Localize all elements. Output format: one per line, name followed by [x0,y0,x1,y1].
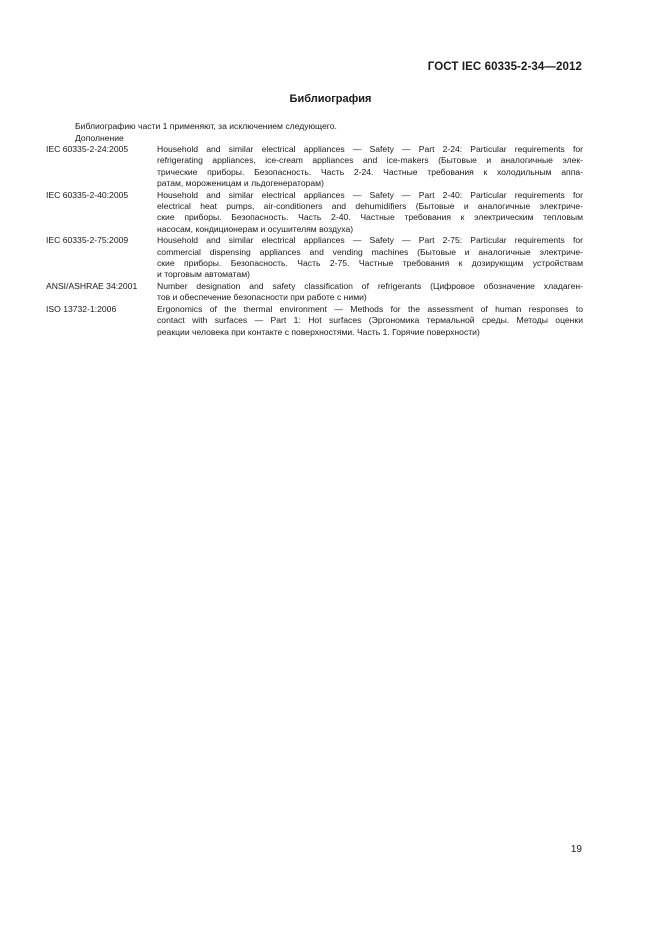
bibliography-list [46,144,583,338]
description-line: ские приборы. Безопасность. Часть 2-40. Частные требования к электрическим тепловым [157,212,583,223]
page-title: Библиография [289,93,372,105]
description-line: Number designation and safety classification of refrigerants (Цифровое обозначение хладаген- [157,280,583,291]
intro-text: Библиографию части 1 применяют, за исключением следующего. [75,121,337,131]
standard-code: ISO 13732-1:2006 [46,303,117,314]
bibliography-entry [46,235,583,281]
description-line: refrigerating appliances, ice-cream appliances and ice-makers (Бытовые и аналогичные элек- [157,155,583,166]
description-line: ратам, мороженицам и льдогенераторам) [157,178,324,189]
description-line: насосам, кондиционерам и осушителям воздуха) [157,223,354,234]
description-line: тов и обеспечение безопасности при работе с ними) [157,292,367,303]
bibliography-entry [46,190,583,236]
standard-code: ANSI/ASHRAE 34:2001 [46,280,138,291]
standard-description [157,144,583,190]
standard-code: IEC 60335-2-24:2005 [46,144,129,154]
description-line: commercial dispensing appliances and vending machines (Бытовые и аналогичные электриче- [157,246,583,257]
bibliography-entry [46,281,583,304]
description-line: Household and similar electrical appliances — Safety — Part 2-40: Particular requirements for [157,189,583,200]
bibliography-entry [46,304,583,338]
standard-description [157,235,583,281]
intro-addendum-label: Дополнение [75,132,124,143]
description-line: Ergonomics of the thermal environment — Methods for the assessment of human responses to [157,303,583,314]
document-standard-header: ГОСТ IEC 60335-2-34—2012 [427,61,582,73]
description-line: electrical heat pumps, air-conditioners and dehumidifiers (Бытовые и аналогичные электриче- [157,201,583,212]
standard-description [157,190,583,236]
bibliography-entry [46,144,583,190]
description-line: реакции человека при контакте с поверхностями. Часть 1. Горячие поверхности) [157,326,480,337]
standard-description [157,304,583,338]
description-line: трические приборы. Безопасность. Часть 2-24. Частные требования к холодильным аппа- [157,166,583,177]
description-line: ские приборы. Безопасность. Часть 2-75. Частные требования к дозирующим устройствам [157,258,583,269]
standard-code: IEC 60335-2-40:2005 [46,189,129,200]
description-line: Household and similar electrical appliances — Safety — Part 2-75: Particular requirements for [157,235,583,246]
page-number: 19 [570,844,582,855]
standard-description [157,281,583,304]
standard-code: IEC 60335-2-75:2009 [46,235,129,246]
description-line: и торговым автоматам) [157,269,251,280]
description-line: Household and similar electrical appliances — Safety — Part 2-24: Particular requirements for [157,144,583,154]
bibliography-intro [75,121,337,144]
description-line: contact with surfaces — Part 1: Hot surfaces (Эргономика термальной среды. Методы оценки [157,315,583,326]
